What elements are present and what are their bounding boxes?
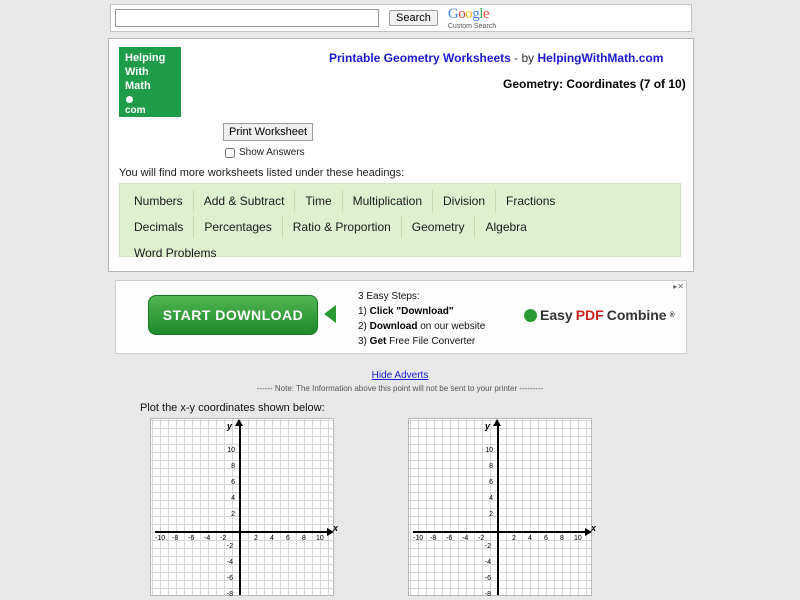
y-axis-label-2: y [485,421,491,431]
site-logo[interactable] [119,47,181,117]
heading-link-decimals[interactable]: Decimals [124,216,194,238]
x-tick-2-4: -2 [478,535,485,542]
headings-list [119,183,681,260]
ad-step-3-number: 3) [358,336,370,347]
heading-link-word-problems[interactable]: Word Problems [134,246,217,260]
x-tick-2-3: -4 [462,535,469,542]
x-tick-2-9: 10 [574,535,582,542]
heading-link-percentages[interactable]: Percentages [194,216,282,238]
x-tick-2-7: 6 [544,535,548,542]
x-tick-2-6: 4 [528,535,532,542]
hide-adverts-link[interactable]: Hide Adverts [371,370,429,381]
x-tick-1-0: -10 [155,535,166,542]
ad-step-1-number: 1) [358,306,370,317]
x-tick-1-3: -4 [204,535,211,542]
adchoices-icon[interactable]: ▸✕ [673,282,684,291]
y-tick-2-8: -8 [484,591,491,598]
heading-link-division[interactable]: Division [433,190,496,212]
page-title [329,51,663,65]
logo-line-1: Helping [125,52,166,64]
search-input[interactable] [115,9,379,27]
grid-plot-area-2[interactable] [408,418,597,598]
heading-link-fractions[interactable]: Fractions [506,194,556,208]
google-logo-letter-g2: g [472,5,480,22]
y-tick-1-0: 10 [227,447,235,454]
arrow-left-icon [324,305,336,323]
x-tick-2-5: 2 [512,535,516,542]
advertiser-circle-icon [524,309,537,322]
y-tick-1-6: -4 [226,559,233,566]
google-logo-letter-o2: o [465,5,473,22]
y-tick-2-2: 6 [489,479,493,486]
logo-line-2: With [125,66,149,78]
x-axis-2 [413,531,589,533]
search-button[interactable]: Search [389,10,438,26]
ad-step-2 [358,319,485,334]
y-tick-2-7: -6 [484,575,491,582]
custom-search-label: Custom Search [447,22,497,30]
y-tick-1-2: 6 [231,479,235,486]
ad-step-3-bold: Get [369,336,387,347]
page-title-by: - by [510,51,538,65]
google-custom-search-bar [110,4,692,32]
x-tick-2-2: -6 [446,535,453,542]
start-download-button[interactable]: START DOWNLOAD [148,295,318,335]
y-tick-1-5: -2 [226,543,233,550]
logo-com: com [125,105,146,116]
x-axis-label-1: x [333,523,339,533]
google-logo-letter-o1: o [458,5,466,22]
y-tick-2-1: 8 [489,463,493,470]
google-logo [448,7,496,30]
y-axis-label-1: y [227,421,233,431]
page-title-link[interactable]: Printable Geometry Worksheets [329,51,511,65]
ad-step-2-number: 2) [358,321,370,332]
ad-step-2-bold: Download [369,321,418,332]
x-tick-1-5: 2 [254,535,258,542]
x-tick-1-7: 6 [286,535,290,542]
google-logo-letter-e: e [482,5,490,22]
y-tick-2-0: 10 [485,447,493,454]
x-tick-1-4: -2 [220,535,227,542]
ad-step-1-bold: Click "Download" [369,306,454,317]
y-tick-2-6: -4 [484,559,491,566]
x-tick-2-1: -8 [430,535,437,542]
worksheet-instruction: Plot the x-y coordinates shown below: [140,402,325,414]
ad-step-1 [358,304,485,319]
advertisement-banner[interactable] [115,280,687,354]
x-tick-1-2: -6 [188,535,195,542]
hide-adverts [0,370,800,381]
worksheet-subtitle: Geometry: Coordinates (7 of 10) [503,77,686,91]
grid-plot-area-1[interactable] [150,418,339,598]
y-tick-1-4: 2 [231,511,235,518]
x-tick-1-1: -8 [172,535,179,542]
x-tick-1-6: 4 [270,535,274,542]
heading-link-geometry[interactable]: Geometry [402,216,476,238]
ad-step-3-text: Free File Converter [386,336,476,347]
ad-step-3 [358,334,485,349]
heading-link-numbers[interactable]: Numbers [124,190,194,212]
x-tick-2-8: 8 [560,535,564,542]
coordinate-grid-2[interactable] [408,418,597,598]
advertiser-name-pdf: PDF [575,307,604,323]
y-axis-1 [239,423,241,595]
heading-link-time[interactable]: Time [295,190,342,212]
advertiser-logo [524,307,675,323]
y-axis-arrow-icon-2 [493,419,501,426]
y-tick-1-1: 8 [231,463,235,470]
advertiser-name-combine: Combine [606,307,667,323]
heading-link-algebra[interactable]: Algebra [485,220,527,234]
x-tick-1-8: 8 [302,535,306,542]
page-title-site[interactable]: HelpingWithMath.com [537,51,664,65]
logo-line-3: Math [125,80,151,92]
y-axis-arrow-icon-1 [235,419,243,426]
print-worksheet-button[interactable]: Print Worksheet [223,123,313,141]
advertiser-trademark: ® [669,311,675,319]
x-axis-label-2: x [591,523,597,533]
advertiser-name-easy: Easy [540,307,573,323]
ad-steps [358,289,485,349]
print-boundary-note: ------ Note: The Information above this point will not be sent to your printer --------- [256,384,544,393]
y-tick-2-3: 4 [489,495,493,502]
ad-step-2-text: on our website [417,321,486,332]
show-answers-toggle[interactable] [225,147,305,158]
google-logo-letter-g1: G [447,5,459,22]
heading-link-multiplication[interactable]: Multiplication [343,190,433,212]
coordinate-grid-1[interactable] [150,418,339,598]
y-tick-1-8: -8 [226,591,233,598]
y-tick-2-4: 2 [489,511,493,518]
ad-steps-heading: 3 Easy Steps: [358,291,420,302]
google-logo-letter-l: l [479,5,483,22]
x-tick-2-0: -10 [413,535,424,542]
y-axis-2 [497,423,499,595]
show-answers-label: Show Answers [239,147,305,158]
y-tick-1-7: -6 [226,575,233,582]
show-answers-checkbox[interactable] [225,148,235,158]
x-axis-1 [155,531,331,533]
y-tick-1-3: 4 [231,495,235,502]
heading-link-ratio-proportion[interactable]: Ratio & Proportion [283,216,402,238]
x-tick-1-9: 10 [316,535,324,542]
y-tick-2-5: -2 [484,543,491,550]
headings-note: You will find more worksheets listed under these headings: [119,167,405,179]
logo-dot-icon [126,96,133,103]
heading-link-add-subtract[interactable]: Add & Subtract [194,190,296,212]
worksheet-header-panel [108,38,694,272]
